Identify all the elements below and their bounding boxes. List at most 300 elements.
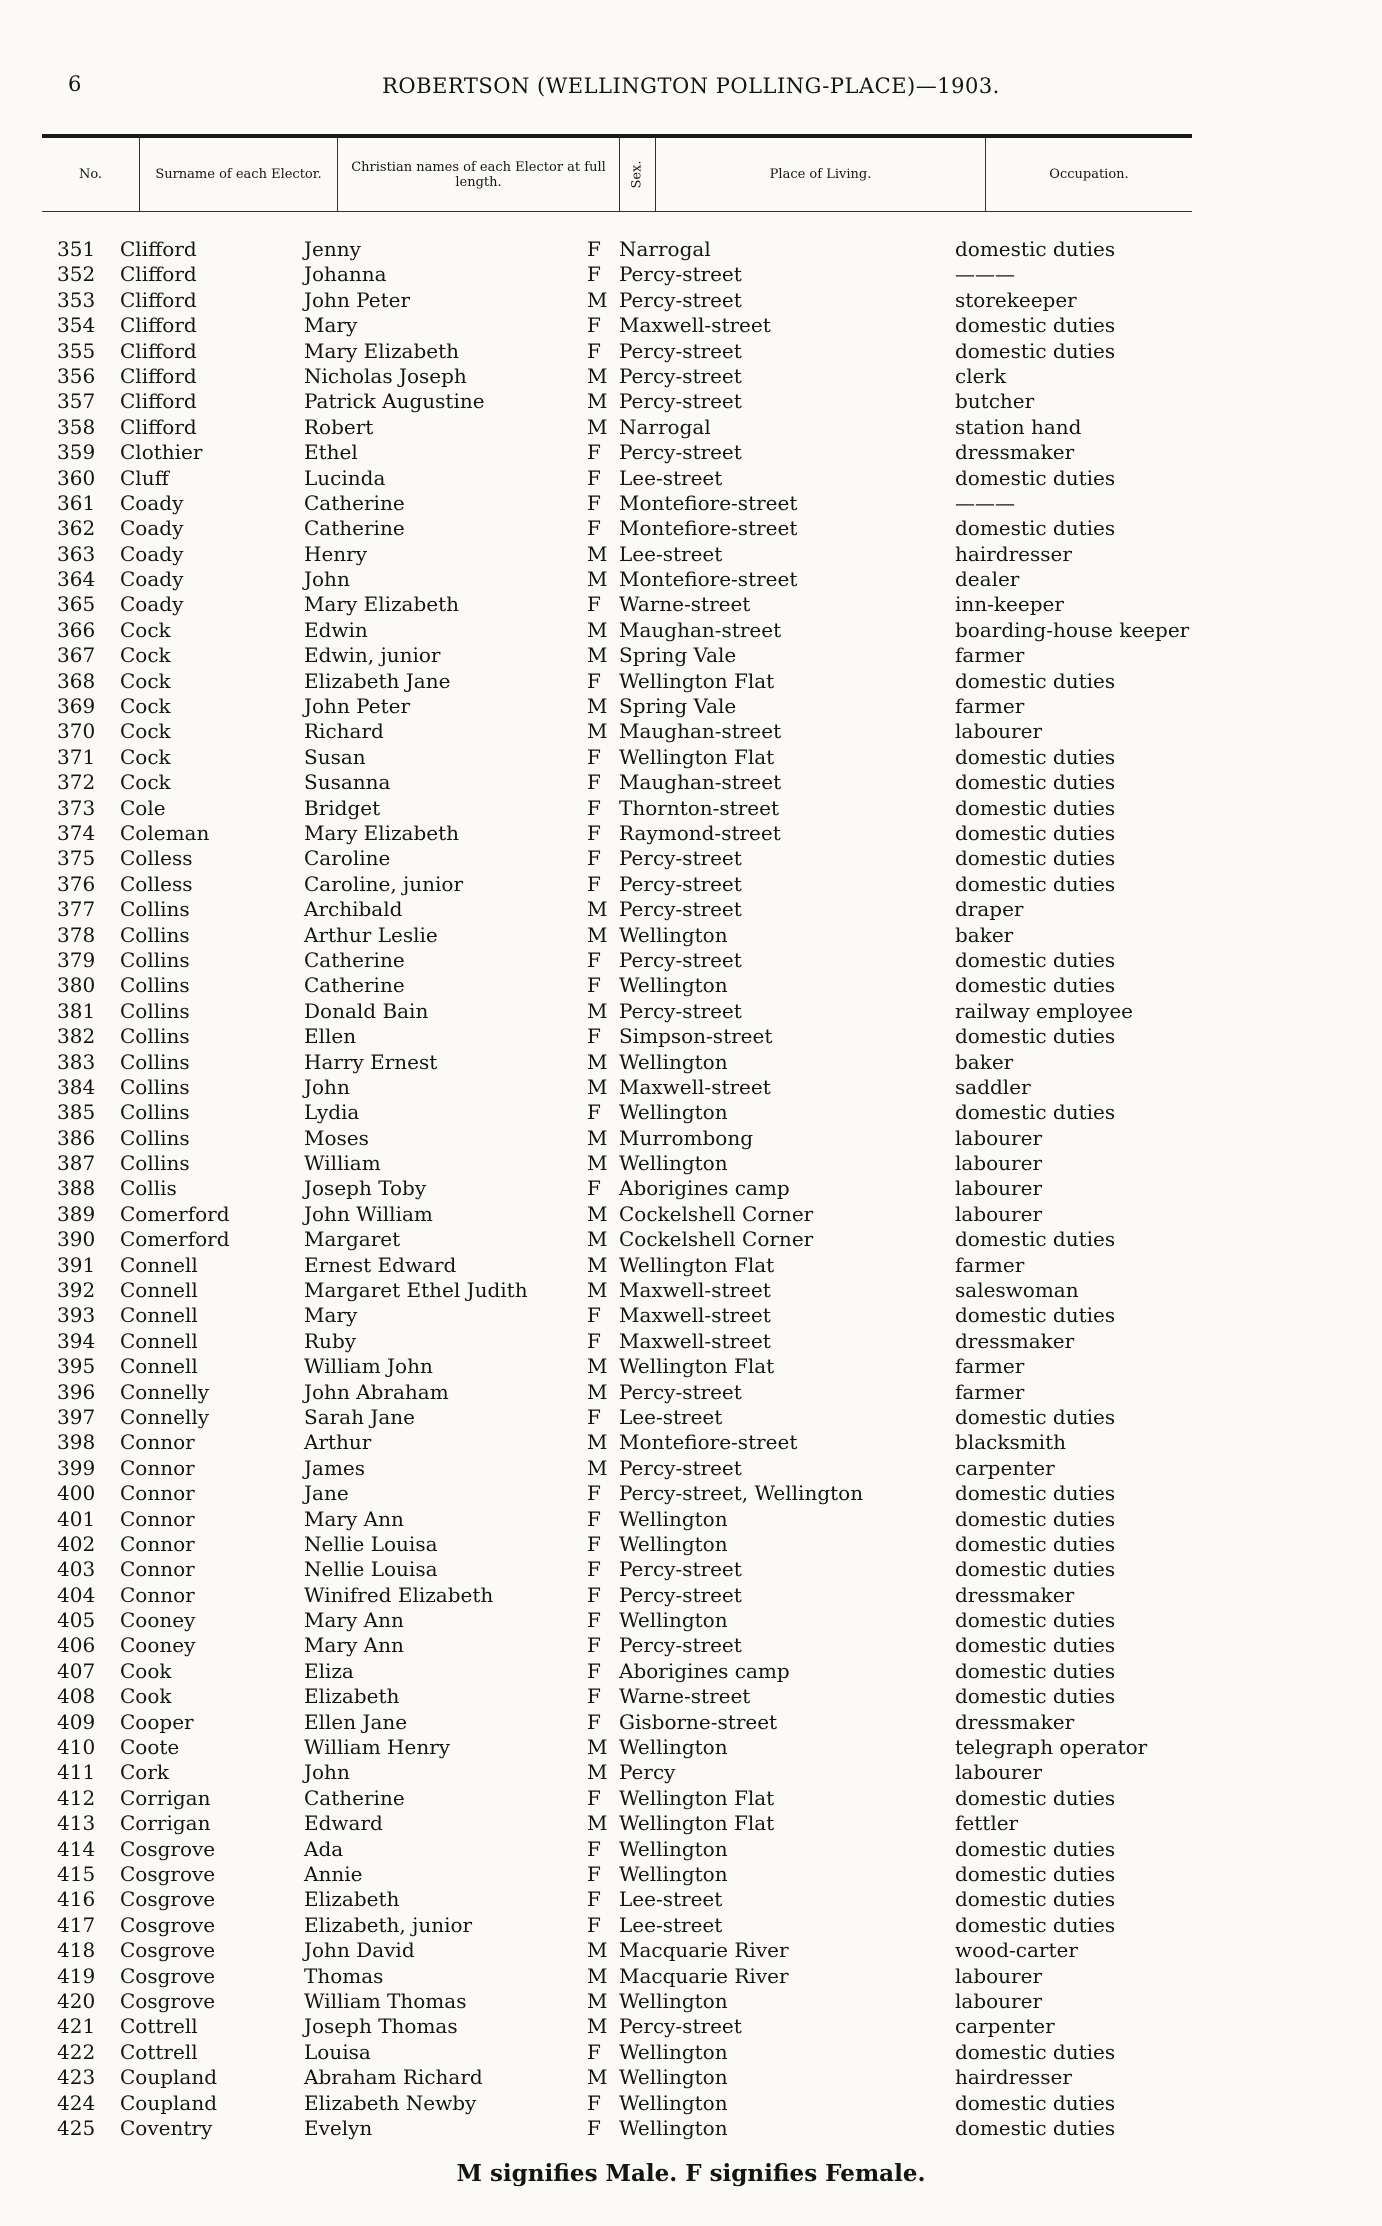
elector-occupation: domestic duties [955,1024,1116,1049]
elector-place: Wellington Flat [619,1811,775,1836]
elector-sex: F [587,1785,601,1810]
elector-number: 422 [57,2039,96,2064]
elector-number: 380 [57,973,96,998]
table-row [0,1151,1382,1176]
table-row [0,948,1382,973]
elector-surname: Coady [120,516,184,541]
elector-christian-names: Ellen Jane [304,1709,408,1734]
table-row [0,262,1382,287]
elector-surname: Connor [120,1506,195,1531]
elector-number: 405 [57,1608,96,1633]
table-row [0,770,1382,795]
sex-legend: M signifies Male. F signifies Female. [456,2160,926,2187]
table-row [0,643,1382,668]
elector-number: 406 [57,1633,96,1658]
elector-place: Wellington [619,2039,728,2064]
elector-surname: Connell [120,1303,198,1328]
elector-number: 396 [57,1379,96,1404]
elector-christian-names: John [304,1760,350,1785]
table-row [0,1887,1382,1912]
elector-christian-names: Abraham Richard [304,2065,483,2090]
elector-sex: F [587,2039,601,2064]
elector-place: Montefiore-street [619,567,798,592]
table-row [0,1507,1382,1532]
elector-sex: F [587,2115,601,2140]
elector-surname: Connor [120,1455,195,1480]
elector-place: Percy-street [619,1455,742,1480]
elector-sex: M [587,389,608,414]
elector-surname: Connell [120,1252,198,1277]
table-row [0,1557,1382,1582]
elector-sex: F [587,947,601,972]
elector-occupation: draper [955,897,1024,922]
elector-sex: M [587,567,608,592]
elector-sex: F [587,1633,601,1658]
elector-sex: M [587,617,608,642]
elector-surname: Collins [120,922,190,947]
elector-occupation: hairdresser [955,2065,1072,2090]
elector-surname: Collins [120,1151,190,1176]
elector-sex: M [587,1938,608,1963]
elector-christian-names: John William [304,1201,433,1226]
table-row [0,364,1382,389]
elector-surname: Corrigan [120,1811,211,1836]
table-row [0,897,1382,922]
elector-christian-names: James [304,1455,366,1480]
table-row [0,1862,1382,1887]
elector-place: Wellington [619,1735,728,1760]
elector-sex: F [587,871,601,896]
elector-christian-names: Caroline [304,846,391,871]
elector-place: Percy [619,1760,676,1785]
elector-surname: Cottrell [120,2014,198,2039]
elector-number: 366 [57,617,96,642]
elector-sex: F [587,440,601,465]
elector-place: Wellington [619,2065,728,2090]
elector-sex: F [587,1836,601,1861]
elector-surname: Comerford [120,1201,230,1226]
elector-place: Maxwell-street [619,313,771,338]
elector-christian-names: William John [304,1354,433,1379]
elector-surname: Coady [120,567,184,592]
elector-occupation: carpenter [955,1455,1055,1480]
table-row [0,821,1382,846]
elector-occupation: farmer [955,1252,1025,1277]
elector-surname: Coleman [120,820,210,845]
elector-surname: Cole [120,795,166,820]
page-number: 6 [68,72,82,96]
elector-place: Maughan-street [619,770,782,795]
elector-place: Spring Vale [619,694,737,719]
elector-number: 378 [57,922,96,947]
elector-occupation: labourer [955,1125,1043,1150]
elector-christian-names: Catherine [304,1785,405,1810]
elector-surname: Coupland [120,2090,218,2115]
table-row [0,719,1382,744]
elector-occupation: domestic duties [955,1100,1116,1125]
elector-number: 388 [57,1176,96,1201]
elector-surname: Clifford [120,287,197,312]
table-row [0,1303,1382,1328]
table-row [0,2014,1382,2039]
elector-place: Simpson-street [619,1024,773,1049]
elector-sex: F [587,2090,601,2115]
elector-place: Aborigines camp [619,1176,790,1201]
elector-christian-names: Susan [304,744,366,769]
elector-surname: Clifford [120,338,197,363]
elector-sex: F [587,1582,601,1607]
elector-christian-names: Louisa [304,2039,371,2064]
table-row [0,1938,1382,1963]
elector-number: 351 [57,237,96,261]
elector-place: Percy-street, Wellington [619,1481,864,1506]
elector-sex: M [587,541,608,566]
elector-number: 375 [57,846,96,871]
elector-place: Wellington [619,922,728,947]
elector-occupation: domestic duties [955,237,1116,261]
elector-sex: F [587,1709,601,1734]
elector-sex: F [587,795,601,820]
elector-place: Percy-street [619,998,742,1023]
elector-number: 417 [57,1912,96,1937]
elector-surname: Coady [120,541,184,566]
elector-number: 413 [57,1811,96,1836]
elector-surname: Cooney [120,1633,196,1658]
elector-christian-names: Mary [304,1303,358,1328]
elector-occupation: hairdresser [955,541,1072,566]
elector-place: Cockelshell Corner [619,1227,814,1252]
elector-surname: Clothier [120,440,203,465]
elector-sex: F [587,1557,601,1582]
elector-place: Maxwell-street [619,1303,771,1328]
elector-sex: M [587,1988,608,2013]
table-row [0,567,1382,592]
table-row [0,1913,1382,1938]
elector-occupation: blacksmith [955,1430,1066,1455]
elector-sex: F [587,973,601,998]
elector-surname: Clifford [120,414,197,439]
elector-sex: F [587,820,601,845]
elector-place: Percy-street [619,871,742,896]
elector-christian-names: Jane [304,1481,349,1506]
elector-christian-names: Winifred Elizabeth [304,1582,494,1607]
elector-christian-names: Elizabeth Newby [304,2090,477,2115]
table-row [0,2116,1382,2141]
elector-surname: Cosgrove [120,1836,216,1861]
elector-occupation: domestic duties [955,516,1116,541]
elector-christian-names: Elizabeth [304,1887,400,1912]
elector-christian-names: Moses [304,1125,369,1150]
table-row [0,1532,1382,1557]
elector-sex: F [587,1506,601,1531]
table-row [0,313,1382,338]
elector-sex: F [587,237,601,261]
elector-surname: Collins [120,1125,190,1150]
elector-number: 365 [57,592,96,617]
elector-surname: Colless [120,871,193,896]
elector-christian-names: Catherine [304,516,405,541]
elector-christian-names: Johanna [304,262,387,287]
elector-place: Maughan-street [619,617,782,642]
elector-occupation: domestic duties [955,1404,1116,1429]
elector-number: 412 [57,1785,96,1810]
elector-number: 418 [57,1938,96,1963]
elector-sex: F [587,313,601,338]
elector-occupation: domestic duties [955,1785,1116,1810]
elector-sex: F [587,1481,601,1506]
elector-number: 357 [57,389,96,414]
elector-christian-names: Robert [304,414,374,439]
elector-number: 416 [57,1887,96,1912]
elector-place: Percy-street [619,897,742,922]
elector-sex: F [587,1658,601,1683]
elector-number: 354 [57,313,96,338]
elector-number: 382 [57,1024,96,1049]
elector-occupation: labourer [955,1201,1043,1226]
elector-place: Cockelshell Corner [619,1201,814,1226]
elector-place: Wellington [619,1506,728,1531]
elector-place: Narrogal [619,237,711,261]
elector-number: 387 [57,1151,96,1176]
table-row [0,1633,1382,1658]
elector-number: 386 [57,1125,96,1150]
table-row [0,1684,1382,1709]
elector-sex: M [587,1201,608,1226]
elector-occupation: farmer [955,1379,1025,1404]
elector-sex: F [587,592,601,617]
table-row [0,1253,1382,1278]
elector-christian-names: Bridget [304,795,381,820]
header-sex [620,138,656,211]
elector-sex: F [587,668,601,693]
elector-occupation: domestic duties [955,465,1116,490]
elector-place: Montefiore-street [619,1430,798,1455]
elector-christian-names: Elizabeth Jane [304,668,451,693]
elector-occupation: dressmaker [955,1709,1075,1734]
table-row [0,669,1382,694]
table-row [0,389,1382,414]
elector-number: 409 [57,1709,96,1734]
elector-occupation: labourer [955,1988,1043,2013]
elector-surname: Cosgrove [120,1963,216,1988]
elector-christian-names: William [304,1151,381,1176]
elector-sex: M [587,643,608,668]
elector-sex: M [587,998,608,1023]
elector-occupation: dressmaker [955,1328,1075,1353]
elector-surname: Cock [120,643,171,668]
elector-surname: Colless [120,846,193,871]
elector-number: 361 [57,490,96,515]
elector-surname: Collins [120,1100,190,1125]
elector-surname: Connor [120,1430,195,1455]
elector-christian-names: John Peter [304,694,411,719]
table-row [0,1405,1382,1430]
elector-place: Montefiore-street [619,516,798,541]
elector-number: 390 [57,1227,96,1252]
table-row [0,1989,1382,2014]
elector-surname: Cosgrove [120,1988,216,2013]
elector-sex: M [587,2014,608,2039]
elector-place: Spring Vale [619,643,737,668]
table-row [0,592,1382,617]
elector-number: 385 [57,1100,96,1125]
table-row [0,288,1382,313]
table-row [0,618,1382,643]
elector-number: 362 [57,516,96,541]
table-row [0,2091,1382,2116]
elector-place: Lee-street [619,1912,723,1937]
elector-sex: M [587,1252,608,1277]
header-surname: Surname of each Elector. [140,138,338,211]
elector-occupation: domestic duties [955,947,1116,972]
elector-christian-names: Thomas [304,1963,384,1988]
elector-place: Murrombong [619,1125,754,1150]
elector-occupation: domestic duties [955,1633,1116,1658]
electors-list [0,237,1382,2141]
elector-occupation: domestic duties [955,820,1116,845]
elector-number: 415 [57,1862,96,1886]
elector-surname: Cork [120,1760,170,1785]
elector-number: 391 [57,1252,96,1277]
elector-number: 408 [57,1684,96,1709]
elector-sex: F [587,1684,601,1709]
elector-sex: M [587,1049,608,1074]
elector-surname: Connor [120,1481,195,1506]
elector-occupation: storekeeper [955,287,1077,312]
elector-occupation: domestic duties [955,1684,1116,1709]
elector-sex: M [587,414,608,439]
table-row [0,237,1382,262]
elector-occupation: domestic duties [955,973,1116,998]
elector-number: 360 [57,465,96,490]
table-row [0,1380,1382,1405]
table-row [0,1354,1382,1379]
table-row [0,973,1382,998]
elector-occupation: domestic duties [955,1658,1116,1683]
elector-occupation: domestic duties [955,744,1116,769]
elector-sex: M [587,1455,608,1480]
elector-number: 393 [57,1303,96,1328]
elector-place: Wellington Flat [619,1252,775,1277]
elector-surname: Cluff [120,465,169,490]
table-row [0,1837,1382,1862]
elector-number: 424 [57,2090,96,2115]
elector-place: Percy-street [619,389,742,414]
elector-surname: Cooney [120,1608,196,1633]
elector-surname: Cosgrove [120,1862,216,1886]
elector-place: Percy-street [619,1557,742,1582]
elector-sex: F [587,1608,601,1633]
elector-surname: Cosgrove [120,1938,216,1963]
elector-place: Macquarie River [619,1963,789,1988]
table-row [0,1100,1382,1125]
elector-surname: Cock [120,770,171,795]
elector-number: 425 [57,2115,96,2140]
elector-sex: M [587,1811,608,1836]
elector-sex: F [587,1887,601,1912]
elector-occupation: fettler [955,1811,1019,1836]
elector-christian-names: William Henry [304,1735,451,1760]
elector-sex: M [587,897,608,922]
elector-occupation: dealer [955,567,1020,592]
table-row [0,2040,1382,2065]
table-row [0,1583,1382,1608]
elector-occupation: domestic duties [955,1531,1116,1556]
elector-place: Wellington [619,1151,728,1176]
elector-surname: Cock [120,744,171,769]
elector-place: Percy-street [619,287,742,312]
elector-number: 423 [57,2065,96,2090]
elector-occupation: railway employee [955,998,1133,1023]
elector-christian-names: Joseph Toby [304,1176,427,1201]
elector-christian-names: Mary Elizabeth [304,338,460,363]
elector-number: 410 [57,1735,96,1760]
elector-number: 371 [57,744,96,769]
elector-christian-names: Mary Ann [304,1633,404,1658]
elector-surname: Coote [120,1735,180,1760]
table-row [0,466,1382,491]
elector-occupation: domestic duties [955,1912,1116,1937]
elector-sex: F [587,770,601,795]
elector-occupation: domestic duties [955,2039,1116,2064]
elector-number: 392 [57,1278,96,1303]
elector-surname: Collins [120,973,190,998]
elector-christian-names: Mary Ann [304,1608,404,1633]
elector-number: 397 [57,1404,96,1429]
elector-place: Maughan-street [619,719,782,744]
elector-sex: M [587,922,608,947]
elector-occupation: baker [955,922,1014,947]
elector-occupation: domestic duties [955,313,1116,338]
elector-sex: M [587,1963,608,1988]
elector-occupation: station hand [955,414,1082,439]
table-row [0,999,1382,1024]
elector-place: Percy-street [619,1582,742,1607]
elector-number: 411 [57,1760,96,1785]
elector-number: 404 [57,1582,96,1607]
elector-number: 356 [57,363,96,388]
table-row [0,1329,1382,1354]
elector-place: Lee-street [619,1887,723,1912]
elector-occupation: ——— [955,490,1015,515]
header-christian-names: Christian names of each Elector at full length. [338,138,620,211]
elector-occupation: domestic duties [955,1608,1116,1633]
elector-surname: Cock [120,719,171,744]
elector-occupation: saleswoman [955,1278,1079,1303]
elector-occupation: carpenter [955,2014,1055,2039]
table-header [42,134,1192,212]
elector-christian-names: Annie [304,1862,363,1886]
elector-surname: Corrigan [120,1785,211,1810]
elector-sex: M [587,694,608,719]
table-row [0,1456,1382,1481]
elector-occupation: wood-carter [955,1938,1078,1963]
table-row [0,491,1382,516]
elector-christian-names: John [304,567,350,592]
elector-number: 395 [57,1354,96,1379]
elector-surname: Clifford [120,237,197,261]
elector-christian-names: Elizabeth, junior [304,1912,473,1937]
table-row [0,796,1382,821]
elector-sex: F [587,516,601,541]
elector-surname: Connor [120,1557,195,1582]
elector-number: 359 [57,440,96,465]
elector-christian-names: Patrick Augustine [304,389,485,414]
elector-sex: M [587,719,608,744]
elector-sex: F [587,1024,601,1049]
header-place: Place of Living. [656,138,986,211]
elector-place: Percy-street [619,1633,742,1658]
